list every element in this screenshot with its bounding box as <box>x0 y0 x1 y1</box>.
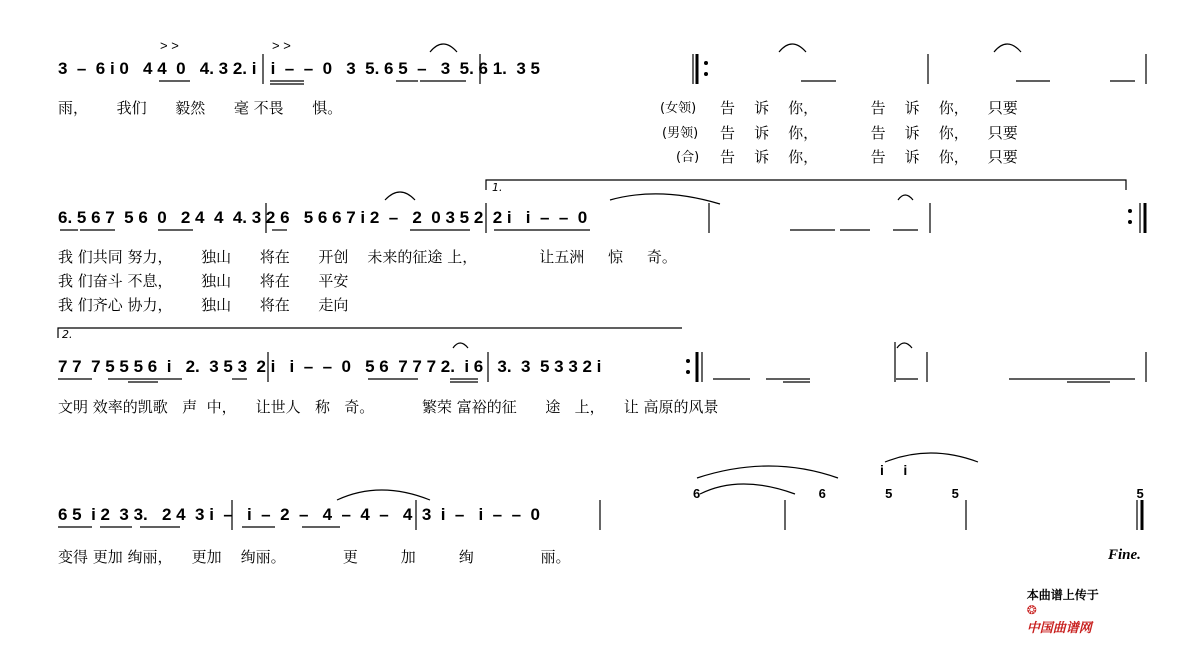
system4-harmony-mid: 6 6 5 5 5 <box>693 486 1144 501</box>
system1-chorus-label: (合) <box>676 150 700 165</box>
system4-notes: 6 5 i 2 3 3. 2 4 3 i – i – 2 – 4 – 4 – 4 3 i – i – – 0 <box>58 505 540 524</box>
system1-female-label: (女领) <box>660 101 697 116</box>
fine-mark: Fine. <box>1108 547 1141 563</box>
system1-male-lyrics: 告 诉 你， 告 诉 你， 只要 <box>720 124 1018 142</box>
system1-chorus-lyrics: 告 诉 你， 告 诉 你， 只要 <box>720 148 1018 166</box>
watermark-logo-icon: ❂ <box>1026 603 1037 617</box>
svg-text:> >: > > <box>272 38 291 53</box>
system2-lyrics-2: 我 们奋斗 不息， 独山 将在 平安 <box>58 272 349 290</box>
svg-text:> >: > > <box>160 38 179 53</box>
watermark-brand: 中国曲谱网 <box>1026 621 1092 636</box>
system2-lyrics-3: 我 们齐心 协力， 独山 将在 走向 <box>58 296 349 314</box>
system4-harmony-top: i i <box>880 462 908 478</box>
system1-lyrics: 雨， 我们 毅然 毫 不畏 惧。 <box>58 99 343 117</box>
volta-2-label: 2. <box>62 328 73 341</box>
system3-notes: 7 7 7 5 5 5 6 i 2. 3 5 3 2 i i – – 0 5 6 7 7 7 2. i 6 3. 3 5 3 3 2 i <box>58 357 602 376</box>
system1-female-lyrics: 告 诉 你， 告 诉 你， 只要 <box>720 99 1018 117</box>
volta-1-label: 1. <box>492 181 503 194</box>
system3-lyrics: 文明 效率的凯歌 声 中， 让世人 称 奇。 繁荣 富裕的征 途 上， 让 高原的风景 <box>58 398 719 416</box>
system1-male-label: (男领) <box>662 126 699 141</box>
watermark-prefix: 本曲谱上传于 <box>1026 588 1099 602</box>
system2-lyrics-1: 我 们共同 努力， 独山 将在 开创 未来的征途 上， 让五洲 惊 奇。 <box>58 248 677 266</box>
system4-lyrics: 变得 更加 绚丽， 更加 绚丽。 更 加 绚 丽。 <box>58 548 571 566</box>
system1-notes: 3 – 6 i 0 4 4 0 4. 3 2. i i – – 0 3 5. 6 5 – 3 5. 6 1. 3 5 <box>58 59 540 78</box>
watermark <box>1010 572 1099 650</box>
system2-notes: 6. 5 6 7 5 6 0 2 4 4 4. 3 2 6 5 6 6 7 i 2 – 2 0 3 5 2 2 i i – – 0 <box>58 208 588 227</box>
